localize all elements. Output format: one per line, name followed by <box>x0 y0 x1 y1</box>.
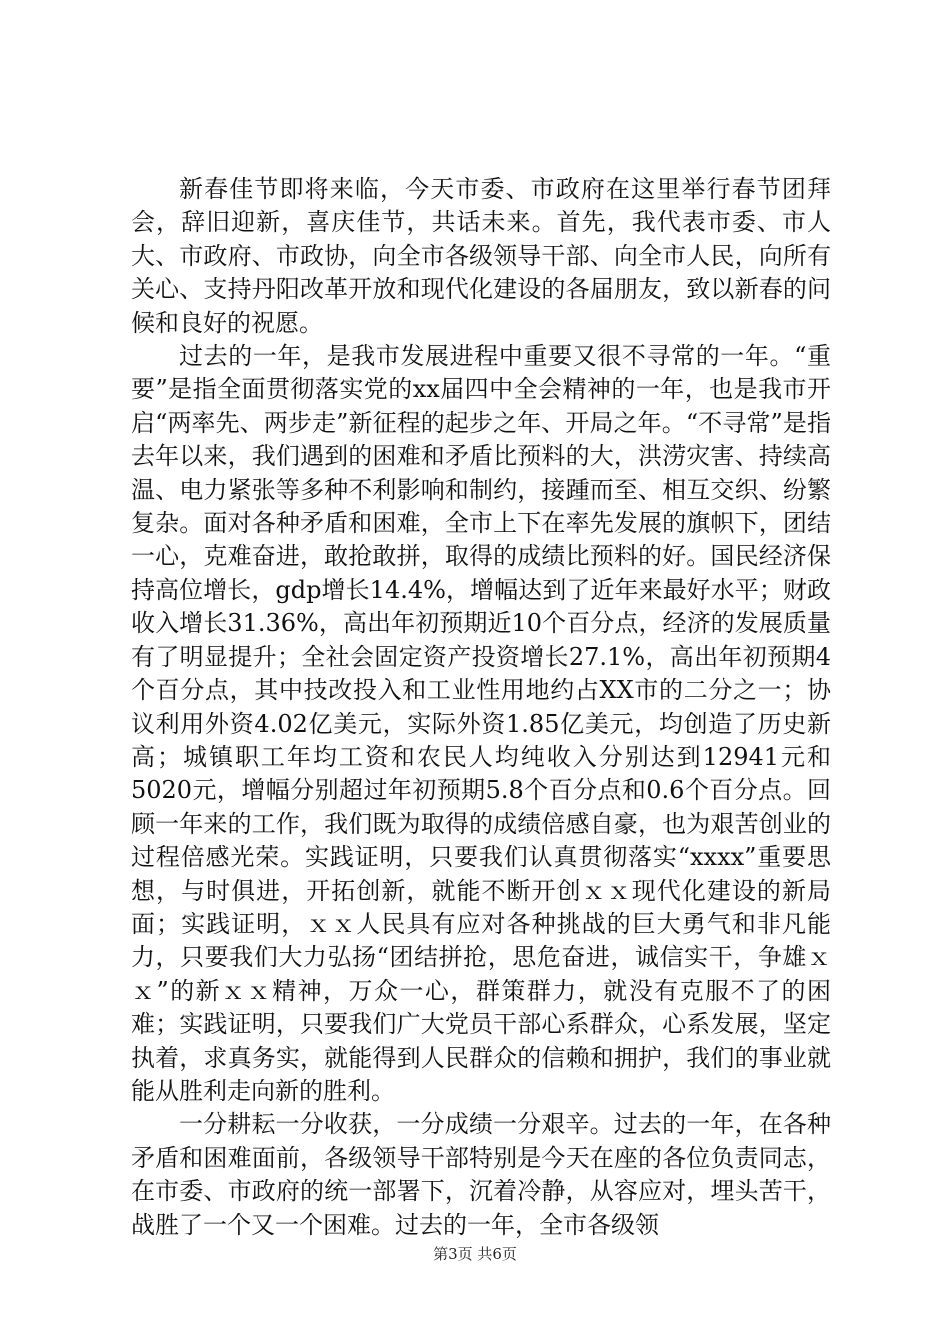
paragraph-effort: 一分耕耘一分收获，一分成绩一分艰辛。过去的一年，在各种矛盾和困难面前，各级领导干部特别是今天在座的各位负责同志，在市委、市政府的统一部署下，沉着冷静，从容应对，埋头苦干，战胜了一个又一个困难。过去的一年，全市各级领 <box>131 1110 831 1239</box>
paragraph-review: 过去的一年，是我市发展进程中重要又很不寻常的一年。“重要”是指全面贯彻落实党的xx届四中全会精神的一年，也是我市开启“两率先、两步走”新征程的起步之年、开局之年。“不寻常”是指去年以来，我们遇到的困难和矛盾比预料的大，洪涝灾害、持续高温、电力紧张等多种不利影响和制约，接踵而至、相互交织、纷繁复杂。面对各种矛盾和困难，全市上下在率先发展的旗帜下，团结一心，克难奋进，敢抢敢拼，取得的成绩比预料的好。国民经济保持高位增长，gdp增长14.4%，增幅达到了近年来最好水平；财政收入增长31.36%，高出年初预期近10个百分点，经济的发展质量有了明显提升；全社会固定资产投资增长27.1%，高出年初预期4个百分点，其中技改投入和工业性用地约占XX市的二分之一；协议利用外资4.02亿美元，实际外资1.85亿美元，均创造了历史新高；城镇职工年均工资和农民人均纯收入分别达到12941元和5020元，增幅分别超过年初预期5.8个百分点和0.6个百分点。回顾一年来的工作，我们既为取得的成绩倍感自豪，也为艰苦创业的过程倍感光荣。实践证明，只要我们认真贯彻落实“xxxx”重要思想，与时俱进，开拓创新，就能不断开创ｘｘ现代化建设的新局面；实践证明，ｘｘ人民具有应对各种挑战的巨大勇气和非凡能力，只要我们大力弘扬“团结拼抢，思危奋进，诚信实干，争雄ｘｘ”的新ｘｘ精神，万众一心，群策群力，就没有克服不了的困难；实践证明，只要我们广大党员干部心系群众，心系发展，坚定执着，求真务实，就能得到人民群众的信赖和拥护，我们的事业就能从胜利走向新的胜利。 <box>131 342 831 1105</box>
body-text <box>131 173 831 1242</box>
paragraph-greeting: 新春佳节即将来临，今天市委、市政府在这里举行春节团拜会，辞旧迎新，喜庆佳节，共话未来。首先，我代表市委、市人大、市政府、市政协，向全市各级领导干部、向全市人民，向所有关心、支持丹阳改革开放和现代化建设的各届朋友，致以新春的问候和良好的祝愿。 <box>131 175 831 337</box>
page-footer: 第3页 共6页 <box>433 1245 517 1263</box>
